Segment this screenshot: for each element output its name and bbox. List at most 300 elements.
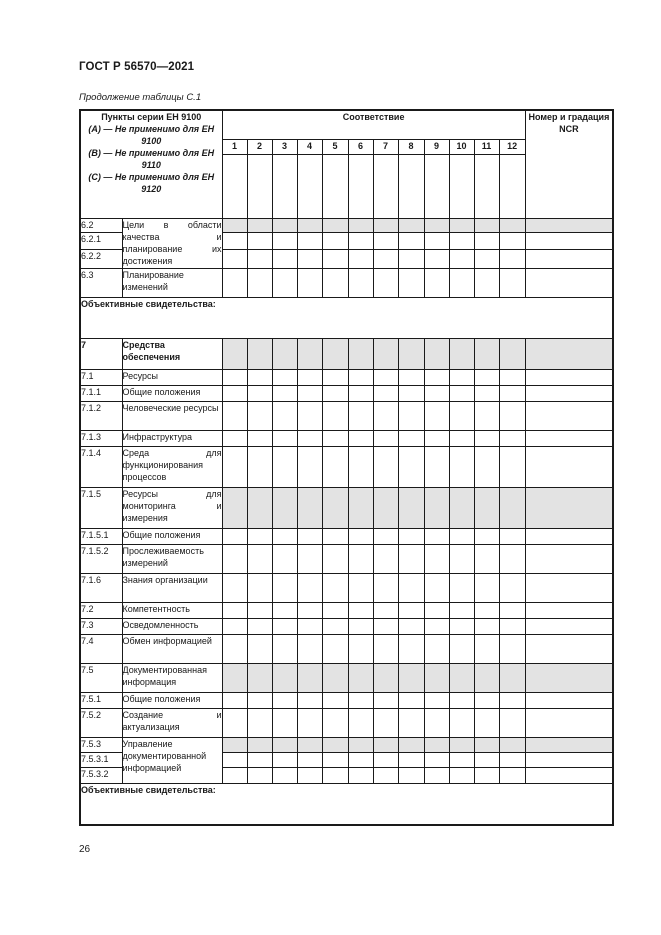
row-mark-10 <box>449 664 474 693</box>
row-mark-9 <box>424 447 449 488</box>
row-mark-12 <box>499 753 525 768</box>
row-mark-8 <box>398 269 424 298</box>
row-mark-9 <box>424 693 449 709</box>
objective-evidence: Объективные свидетельства: <box>80 298 613 339</box>
row-mark-1 <box>222 269 247 298</box>
row-mark-4 <box>297 545 322 574</box>
row-mark-4 <box>297 753 322 768</box>
row-code: 7.1.3 <box>80 431 122 447</box>
row-mark-1 <box>222 619 247 635</box>
row-mark-12 <box>499 488 525 529</box>
row-ncr <box>525 738 613 753</box>
header-row-1 <box>80 110 613 140</box>
row-mark-4 <box>297 488 322 529</box>
document-code: ГОСТ Р 56570—2021 <box>79 61 195 73</box>
criterion-blank-11 <box>474 155 499 219</box>
row-mark-4 <box>297 339 322 370</box>
row-mark-10 <box>449 488 474 529</box>
row-mark-5 <box>322 603 348 619</box>
row-code: 7.5.2 <box>80 709 122 738</box>
row-mark-12 <box>499 619 525 635</box>
row-mark-1 <box>222 753 247 768</box>
row-mark-9 <box>424 545 449 574</box>
row-mark-11 <box>474 339 499 370</box>
row-name: Ресурсы <box>122 370 222 386</box>
row-mark-5 <box>322 431 348 447</box>
row-code: 6.2.2 <box>80 250 122 269</box>
row-code: 7.1.4 <box>80 447 122 488</box>
note-c: (С) — Не применимо для ЕН 9120 <box>88 172 215 194</box>
table-row <box>80 574 613 603</box>
row-mark-6 <box>348 768 373 784</box>
row-mark-11 <box>474 233 499 250</box>
ncr-header: Номер и градация NCR <box>525 110 613 219</box>
row-mark-11 <box>474 753 499 768</box>
row-mark-5 <box>322 574 348 603</box>
row-mark-7 <box>373 219 398 233</box>
row-mark-10 <box>449 709 474 738</box>
row-mark-6 <box>348 339 373 370</box>
row-mark-12 <box>499 529 525 545</box>
row-ncr <box>525 635 613 664</box>
row-mark-2 <box>247 370 272 386</box>
row-name: Создание и актуализация <box>122 709 222 738</box>
criterion-blank-4 <box>297 155 322 219</box>
row-mark-7 <box>373 709 398 738</box>
row-mark-5 <box>322 250 348 269</box>
criterion-blank-3 <box>272 155 297 219</box>
row-code: 7.1.2 <box>80 402 122 431</box>
row-mark-6 <box>348 753 373 768</box>
table-row <box>80 619 613 635</box>
row-mark-12 <box>499 386 525 402</box>
row-mark-3 <box>272 447 297 488</box>
row-mark-6 <box>348 431 373 447</box>
row-mark-1 <box>222 529 247 545</box>
row-mark-10 <box>449 635 474 664</box>
row-mark-8 <box>398 386 424 402</box>
row-mark-3 <box>272 339 297 370</box>
row-mark-9 <box>424 619 449 635</box>
row-mark-8 <box>398 709 424 738</box>
criterion-number-7: 7 <box>373 140 398 155</box>
row-mark-3 <box>272 431 297 447</box>
row-name: Обмен информацией <box>122 635 222 664</box>
page-number: 26 <box>79 844 91 855</box>
row-mark-6 <box>348 603 373 619</box>
row-mark-7 <box>373 269 398 298</box>
row-mark-10 <box>449 233 474 250</box>
row-mark-11 <box>474 488 499 529</box>
row-mark-12 <box>499 603 525 619</box>
row-ncr <box>525 529 613 545</box>
row-mark-5 <box>322 693 348 709</box>
table-row <box>80 370 613 386</box>
criterion-number-8: 8 <box>398 140 424 155</box>
table-row <box>80 488 613 529</box>
row-mark-10 <box>449 269 474 298</box>
row-mark-3 <box>272 250 297 269</box>
row-mark-1 <box>222 693 247 709</box>
row-mark-6 <box>348 574 373 603</box>
row-mark-5 <box>322 488 348 529</box>
row-mark-11 <box>474 603 499 619</box>
row-name: Управление документированной информацией <box>122 738 222 784</box>
row-mark-7 <box>373 447 398 488</box>
row-code: 7.1.5 <box>80 488 122 529</box>
row-mark-6 <box>348 370 373 386</box>
row-mark-11 <box>474 219 499 233</box>
criterion-blank-5 <box>322 155 348 219</box>
row-mark-3 <box>272 545 297 574</box>
row-mark-8 <box>398 768 424 784</box>
row-mark-12 <box>499 233 525 250</box>
row-mark-2 <box>247 753 272 768</box>
row-mark-9 <box>424 574 449 603</box>
row-mark-1 <box>222 339 247 370</box>
table-row <box>80 447 613 488</box>
row-mark-8 <box>398 574 424 603</box>
row-mark-12 <box>499 693 525 709</box>
row-mark-10 <box>449 250 474 269</box>
criterion-number-3: 3 <box>272 140 297 155</box>
row-mark-3 <box>272 233 297 250</box>
row-mark-9 <box>424 431 449 447</box>
row-code: 7.1.5.2 <box>80 545 122 574</box>
row-mark-2 <box>247 574 272 603</box>
row-ncr <box>525 269 613 298</box>
row-mark-1 <box>222 250 247 269</box>
row-mark-9 <box>424 386 449 402</box>
row-mark-3 <box>272 768 297 784</box>
row-mark-11 <box>474 431 499 447</box>
row-mark-7 <box>373 339 398 370</box>
row-mark-5 <box>322 738 348 753</box>
criterion-number-4: 4 <box>297 140 322 155</box>
row-mark-4 <box>297 386 322 402</box>
row-mark-5 <box>322 219 348 233</box>
note-b: (В) — Не применимо для ЕН 9110 <box>88 148 215 170</box>
row-mark-6 <box>348 738 373 753</box>
row-mark-5 <box>322 447 348 488</box>
row-mark-3 <box>272 664 297 693</box>
row-mark-10 <box>449 603 474 619</box>
row-mark-6 <box>348 233 373 250</box>
row-mark-10 <box>449 219 474 233</box>
criterion-number-6: 6 <box>348 140 373 155</box>
row-ncr <box>525 574 613 603</box>
row-mark-2 <box>247 529 272 545</box>
row-ncr <box>525 233 613 250</box>
row-mark-12 <box>499 339 525 370</box>
row-mark-12 <box>499 545 525 574</box>
row-mark-1 <box>222 488 247 529</box>
row-mark-7 <box>373 402 398 431</box>
row-mark-3 <box>272 635 297 664</box>
row-mark-1 <box>222 664 247 693</box>
table-body <box>80 110 613 825</box>
row-mark-6 <box>348 619 373 635</box>
row-mark-3 <box>272 219 297 233</box>
row-mark-10 <box>449 738 474 753</box>
row-mark-7 <box>373 545 398 574</box>
row-mark-5 <box>322 664 348 693</box>
row-mark-11 <box>474 529 499 545</box>
row-mark-6 <box>348 219 373 233</box>
row-mark-6 <box>348 709 373 738</box>
row-code: 7 <box>80 339 122 370</box>
row-mark-4 <box>297 709 322 738</box>
row-mark-2 <box>247 603 272 619</box>
row-mark-4 <box>297 431 322 447</box>
criterion-blank-8 <box>398 155 424 219</box>
row-code: 7.5.1 <box>80 693 122 709</box>
row-code: 6.2.1 <box>80 233 122 250</box>
row-mark-9 <box>424 269 449 298</box>
row-ncr <box>525 693 613 709</box>
row-mark-4 <box>297 603 322 619</box>
row-mark-1 <box>222 768 247 784</box>
row-mark-3 <box>272 402 297 431</box>
row-mark-1 <box>222 603 247 619</box>
row-mark-10 <box>449 545 474 574</box>
table-row <box>80 603 613 619</box>
row-code: 7.2 <box>80 603 122 619</box>
criterion-number-12: 12 <box>499 140 525 155</box>
row-mark-5 <box>322 768 348 784</box>
criterion-blank-1 <box>222 155 247 219</box>
row-mark-2 <box>247 635 272 664</box>
row-mark-9 <box>424 233 449 250</box>
row-mark-9 <box>424 219 449 233</box>
row-mark-11 <box>474 447 499 488</box>
row-mark-2 <box>247 664 272 693</box>
row-mark-12 <box>499 447 525 488</box>
row-mark-12 <box>499 635 525 664</box>
conformity-header: Соответствие <box>222 110 525 140</box>
row-mark-1 <box>222 402 247 431</box>
row-mark-9 <box>424 635 449 664</box>
row-mark-9 <box>424 768 449 784</box>
row-mark-9 <box>424 529 449 545</box>
row-mark-1 <box>222 738 247 753</box>
objective-evidence: Объективные свидетельства: <box>80 784 613 826</box>
row-mark-11 <box>474 738 499 753</box>
row-ncr <box>525 339 613 370</box>
row-name: Планирование изменений <box>122 269 222 298</box>
row-mark-2 <box>247 431 272 447</box>
row-mark-10 <box>449 619 474 635</box>
row-mark-4 <box>297 693 322 709</box>
row-name: Документированная информация <box>122 664 222 693</box>
row-mark-2 <box>247 447 272 488</box>
criterion-number-5: 5 <box>322 140 348 155</box>
row-mark-12 <box>499 269 525 298</box>
points-header <box>80 110 222 219</box>
row-mark-11 <box>474 619 499 635</box>
criterion-number-11: 11 <box>474 140 499 155</box>
table-caption: Продолжение таблицы С.1 <box>79 92 202 103</box>
row-name: Ресурсы для мониторинга и измерения <box>122 488 222 529</box>
row-mark-4 <box>297 447 322 488</box>
row-mark-11 <box>474 574 499 603</box>
row-mark-3 <box>272 488 297 529</box>
row-mark-7 <box>373 233 398 250</box>
row-mark-4 <box>297 402 322 431</box>
row-mark-6 <box>348 402 373 431</box>
table-row <box>80 738 613 753</box>
criterion-blank-10 <box>449 155 474 219</box>
row-ncr <box>525 370 613 386</box>
row-mark-7 <box>373 619 398 635</box>
row-mark-3 <box>272 269 297 298</box>
row-mark-4 <box>297 529 322 545</box>
row-mark-7 <box>373 386 398 402</box>
row-ncr <box>525 488 613 529</box>
row-mark-9 <box>424 339 449 370</box>
row-mark-7 <box>373 603 398 619</box>
row-mark-11 <box>474 269 499 298</box>
row-mark-7 <box>373 768 398 784</box>
row-mark-1 <box>222 447 247 488</box>
row-code: 6.2 <box>80 219 122 233</box>
row-code: 7.5 <box>80 664 122 693</box>
row-mark-4 <box>297 370 322 386</box>
criterion-number-2: 2 <box>247 140 272 155</box>
row-mark-8 <box>398 619 424 635</box>
row-code: 7.1.6 <box>80 574 122 603</box>
criterion-blank-6 <box>348 155 373 219</box>
row-mark-8 <box>398 693 424 709</box>
row-mark-9 <box>424 488 449 529</box>
table-row <box>80 431 613 447</box>
row-mark-12 <box>499 219 525 233</box>
row-ncr <box>525 603 613 619</box>
row-mark-5 <box>322 545 348 574</box>
row-mark-2 <box>247 738 272 753</box>
row-mark-3 <box>272 370 297 386</box>
row-mark-12 <box>499 574 525 603</box>
row-mark-2 <box>247 233 272 250</box>
row-mark-2 <box>247 269 272 298</box>
row-mark-2 <box>247 402 272 431</box>
row-mark-1 <box>222 635 247 664</box>
table-row <box>80 402 613 431</box>
row-mark-4 <box>297 574 322 603</box>
row-mark-5 <box>322 753 348 768</box>
criterion-number-1: 1 <box>222 140 247 155</box>
row-mark-1 <box>222 574 247 603</box>
table-row <box>80 664 613 693</box>
row-mark-10 <box>449 431 474 447</box>
row-name: Общие положения <box>122 693 222 709</box>
row-mark-8 <box>398 339 424 370</box>
row-mark-11 <box>474 545 499 574</box>
row-mark-6 <box>348 693 373 709</box>
row-mark-5 <box>322 402 348 431</box>
row-mark-5 <box>322 233 348 250</box>
criterion-blank-9 <box>424 155 449 219</box>
row-mark-9 <box>424 603 449 619</box>
row-mark-3 <box>272 603 297 619</box>
row-mark-2 <box>247 386 272 402</box>
row-mark-2 <box>247 219 272 233</box>
row-mark-11 <box>474 693 499 709</box>
criterion-blank-2 <box>247 155 272 219</box>
row-ncr <box>525 664 613 693</box>
row-mark-9 <box>424 753 449 768</box>
row-name: Компетентность <box>122 603 222 619</box>
row-mark-1 <box>222 431 247 447</box>
row-mark-8 <box>398 370 424 386</box>
row-mark-6 <box>348 635 373 664</box>
row-mark-11 <box>474 386 499 402</box>
row-mark-7 <box>373 574 398 603</box>
points-label: Пункты серии ЕН 9100 <box>101 112 202 122</box>
row-name: Прослеживаемость измерений <box>122 545 222 574</box>
row-mark-1 <box>222 709 247 738</box>
row-mark-8 <box>398 529 424 545</box>
row-mark-11 <box>474 370 499 386</box>
row-mark-4 <box>297 664 322 693</box>
criterion-blank-12 <box>499 155 525 219</box>
row-ncr <box>525 545 613 574</box>
row-mark-8 <box>398 664 424 693</box>
row-mark-10 <box>449 339 474 370</box>
row-name: Средства обеспечения <box>122 339 222 370</box>
row-ncr <box>525 709 613 738</box>
row-mark-6 <box>348 386 373 402</box>
row-ncr <box>525 431 613 447</box>
row-mark-2 <box>247 339 272 370</box>
table-row <box>80 545 613 574</box>
row-mark-4 <box>297 219 322 233</box>
row-mark-10 <box>449 753 474 768</box>
row-mark-6 <box>348 529 373 545</box>
row-mark-2 <box>247 619 272 635</box>
row-code: 7.1.5.1 <box>80 529 122 545</box>
row-mark-12 <box>499 768 525 784</box>
row-mark-6 <box>348 545 373 574</box>
row-mark-5 <box>322 339 348 370</box>
row-mark-3 <box>272 574 297 603</box>
row-code: 7.5.3.1 <box>80 753 122 768</box>
row-mark-9 <box>424 664 449 693</box>
row-mark-12 <box>499 664 525 693</box>
row-mark-4 <box>297 619 322 635</box>
row-name: Общие положения <box>122 386 222 402</box>
row-mark-8 <box>398 545 424 574</box>
row-mark-7 <box>373 431 398 447</box>
evidence-row <box>80 784 613 826</box>
row-ncr <box>525 447 613 488</box>
row-code: 7.5.3.2 <box>80 768 122 784</box>
row-mark-12 <box>499 709 525 738</box>
row-ncr <box>525 219 613 233</box>
row-name: Общие положения <box>122 529 222 545</box>
row-mark-6 <box>348 269 373 298</box>
row-ncr <box>525 402 613 431</box>
row-mark-8 <box>398 738 424 753</box>
row-mark-6 <box>348 447 373 488</box>
row-code: 7.1 <box>80 370 122 386</box>
row-mark-3 <box>272 709 297 738</box>
row-mark-4 <box>297 269 322 298</box>
table-row <box>80 529 613 545</box>
criterion-blank-7 <box>373 155 398 219</box>
row-mark-8 <box>398 219 424 233</box>
row-ncr <box>525 250 613 269</box>
